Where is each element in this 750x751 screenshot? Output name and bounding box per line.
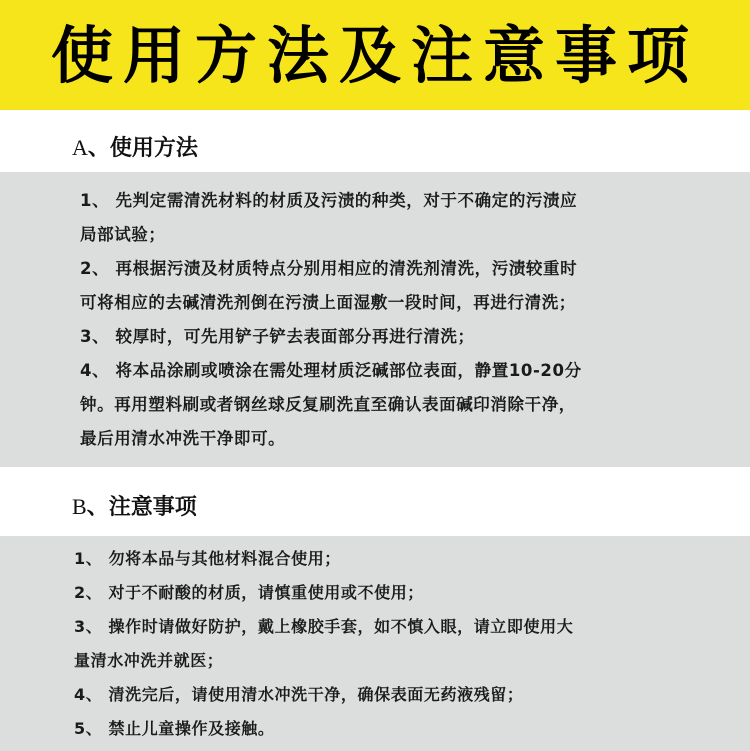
section-b-separator: 、: [86, 495, 109, 520]
usage-line-5: 3、 较厚时，可先用铲子铲去表面部分再进行清洗；: [80, 327, 475, 346]
section-b-title: 注意事项: [108, 495, 197, 520]
usage-line-2: 局部试验；: [80, 225, 166, 244]
section-b-heading: [72, 490, 197, 521]
section-a-title: 使用方法: [109, 136, 198, 161]
title-banner: [0, 0, 750, 110]
section-a-heading: [72, 131, 198, 162]
section-b-letter: B: [72, 494, 87, 519]
section-a-letter: A: [72, 135, 88, 160]
section-b-panel: [0, 536, 750, 751]
notice-line-3: 3、 操作时请做好防护，戴上橡胶手套，如不慎入眼，请立即使用大: [74, 617, 574, 636]
notice-line-4: 量清水冲洗并就医；: [74, 651, 224, 670]
notice-line-2: 2、 对于不耐酸的材质，请慎重使用或不使用；: [74, 583, 424, 602]
usage-line-1: 1、 先判定需清洗材料的材质及污渍的种类，对于不确定的污渍应: [80, 191, 578, 210]
section-a-separator: 、: [87, 136, 110, 161]
notice-line-1: 1、 勿将本品与其他材料混合使用；: [74, 549, 341, 568]
usage-line-4: 可将相应的去碱清洗剂倒在污渍上面湿敷一段时间，再进行清洗；: [80, 293, 576, 312]
usage-line-8: 最后用清水冲洗干净即可。: [80, 429, 286, 448]
notice-line-5: 4、 清洗完后，请使用清水冲洗干净，确保表面无药液残留；: [74, 685, 524, 704]
notice-line-6: 5、 禁止儿童操作及接触。: [74, 719, 275, 738]
section-a-panel: [0, 172, 750, 467]
usage-line-6: 4、 将本品涂刷或喷涂在需处理材质泛碱部位表面，静置10-20分: [80, 361, 582, 380]
usage-line-3: 2、 再根据污渍及材质特点分别用相应的清洗剂清洗，污渍较重时: [80, 259, 578, 278]
page-title: 使用方法及注意事项: [50, 19, 699, 92]
usage-line-7: 钟。再用塑料刷或者钢丝球反复刷洗直至确认表面碱印消除干净，: [80, 395, 576, 414]
